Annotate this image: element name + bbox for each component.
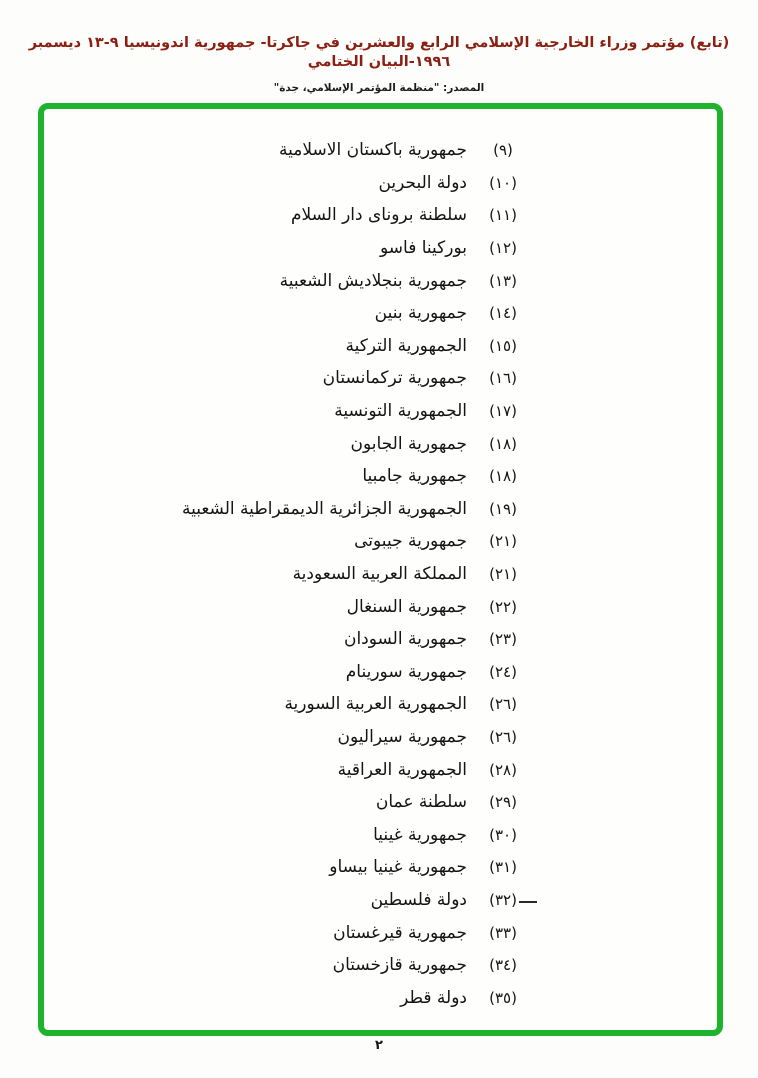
item-number: (١٧) (489, 402, 517, 421)
item-number: (٣٠) (489, 825, 517, 844)
item-name: جمهورية غينيا (373, 824, 467, 845)
item-number: (١٨) (489, 434, 517, 453)
item-name: جمهورية قيرغستان (333, 922, 467, 943)
list-item (58, 362, 539, 395)
item-number: (٢٦) (489, 727, 517, 746)
list-item (58, 786, 539, 819)
item-name: سلطنة عمان (375, 792, 467, 813)
item-name: الجمهورية العربية السورية (284, 694, 467, 715)
item-name: جمهورية سيراليون (337, 726, 467, 747)
item-name: الجمهورية التركية (345, 335, 467, 356)
item-name: جمهورية قازخستان (332, 955, 467, 976)
item-number: (٢١) (489, 565, 517, 584)
list-item (58, 981, 539, 1014)
list-item (58, 688, 539, 721)
item-name: الجمهورية التونسية (334, 401, 467, 422)
item-name: الجمهورية العراقية (337, 759, 467, 780)
item-number: (١٨) (489, 467, 517, 486)
item-number: (١٣) (489, 271, 517, 290)
item-number: (٢٦) (489, 695, 517, 714)
item-number: (١٤) (489, 304, 517, 323)
list-item (58, 134, 539, 167)
countries-box (38, 103, 723, 1036)
item-number: (٢٨) (489, 760, 517, 779)
item-number: (١٠) (489, 173, 517, 192)
item-name: دولة فلسطين (370, 889, 467, 910)
item-number: (١٦) (489, 369, 517, 388)
list-item (58, 525, 539, 558)
list-item (58, 395, 539, 428)
item-number: (٢٤) (489, 662, 517, 681)
header-title: (تابع) مؤتمر وزراء الخارجية الإسلامي الرابع والعشرين في جاكرتا- جمهورية اندونيسيا ٩-١٣ ديسمبر ١٩٩٦-البيان الختامي (28, 35, 730, 70)
item-name: جمهورية السودان (343, 629, 467, 650)
page-number: ٢ (375, 1038, 383, 1053)
item-name: جمهورية جامبيا (362, 466, 467, 487)
item-name: المملكة العربية السعودية (292, 564, 467, 585)
list-item (58, 232, 539, 265)
item-number: (٣٣) (489, 923, 517, 942)
item-name: جمهورية بنين (374, 303, 467, 324)
item-name: جمهورية جيبوتى (354, 531, 467, 552)
list-item (58, 949, 539, 982)
item-number: (٢٩) (489, 793, 517, 812)
item-number: (١٩) (489, 499, 517, 518)
list-item (58, 916, 539, 949)
item-number: (٩) (493, 141, 513, 160)
list-item (58, 818, 539, 851)
list-item (58, 851, 539, 884)
list-item (58, 884, 539, 917)
item-name: جمهورية السنغال (346, 596, 467, 617)
item-name: الجمهورية الجزائرية الديمقراطية الشعبية (181, 498, 467, 519)
source-line: المصدر: "منظمة المؤتمر الإسلامي، جدة" (273, 81, 485, 94)
list-item (58, 199, 539, 232)
list-item (58, 493, 539, 526)
list-item (58, 427, 539, 460)
item-name: جمهورية سورينام (345, 661, 467, 682)
item-number: (٢٢) (489, 597, 517, 616)
item-number: (٣٢) (467, 891, 539, 909)
item-name: جمهورية باكستان الاسلامية (279, 140, 467, 161)
item-name: سلطنة بروناى دار السلام (290, 205, 467, 226)
item-name: جمهورية الجابون (350, 433, 467, 454)
list-item (58, 623, 539, 656)
page-header (0, 0, 758, 94)
item-number: (٣١) (489, 858, 517, 877)
list-item (58, 558, 539, 591)
list-item (58, 460, 539, 493)
item-name: دولة قطر (400, 987, 467, 1008)
item-number: (١٥) (489, 336, 517, 355)
list-item (58, 330, 539, 363)
item-name: دولة البحرين (378, 172, 467, 193)
list-item (58, 167, 539, 200)
item-number: (٢١) (489, 532, 517, 551)
item-number: (٣٥) (489, 988, 517, 1007)
item-number: (٣٤) (489, 956, 517, 975)
list-item (58, 590, 539, 623)
item-number: (١١) (489, 206, 517, 225)
item-number: (١٢) (489, 239, 517, 258)
item-name: جمهورية تركمانستان (322, 368, 467, 389)
list-item (58, 721, 539, 754)
item-name: جمهورية غينيا بيساو (329, 857, 467, 878)
list-item (58, 656, 539, 689)
list-item (58, 264, 539, 297)
list-item (58, 753, 539, 786)
item-number: (٢٣) (489, 630, 517, 649)
country-list (44, 109, 717, 1014)
list-item (58, 297, 539, 330)
item-name: جمهورية بنجلاديش الشعبية (279, 270, 467, 291)
item-name: بوركينا فاسو (380, 238, 467, 259)
